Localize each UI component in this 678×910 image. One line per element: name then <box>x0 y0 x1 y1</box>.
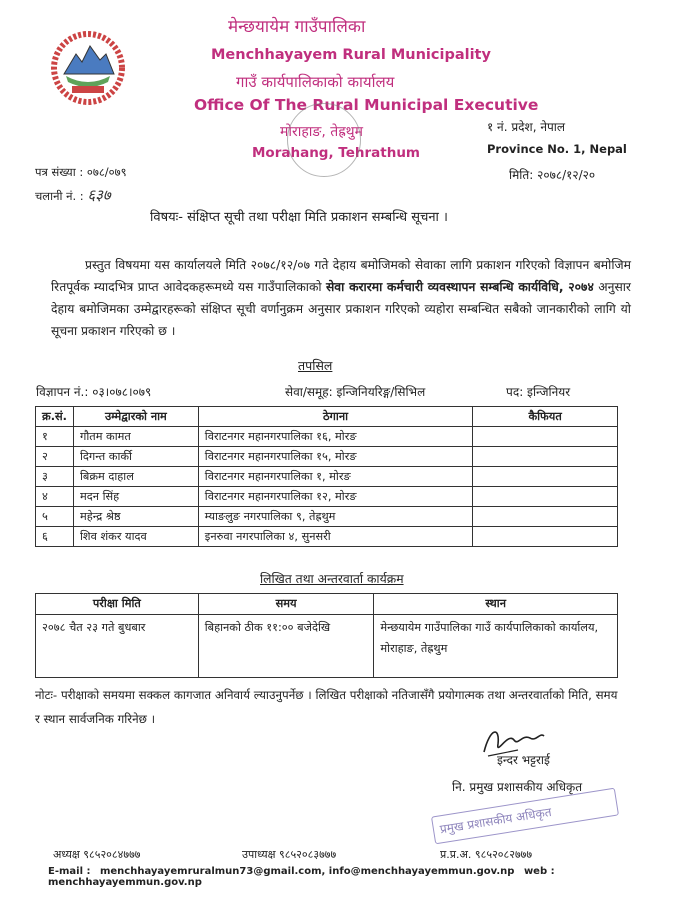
email-values: menchhayayemruralmun73@gmail.com, info@menchhayayemmun.gov.np <box>99 866 515 877</box>
signatory-title: नि. प्रमुख प्रशासकीय अधिकृत <box>452 780 583 794</box>
table-row <box>36 467 618 487</box>
chalani-number <box>35 185 111 205</box>
col-header-name: उम्मेद्वारको नाम <box>73 407 198 427</box>
nepal-emblem-logo <box>50 30 126 106</box>
table-header-row <box>36 407 618 427</box>
advert-number: विज्ञापन नं.: ०३।०७८।०७९ <box>36 385 152 399</box>
web-label: web : <box>523 866 555 877</box>
office-name-en: Office Of The Rural Municipal Executive <box>194 96 539 114</box>
footer-contact-line <box>48 866 678 888</box>
province-np: १ नं. प्रदेश, नेपाल <box>487 120 566 134</box>
cell-time: बिहानको ठीक ११:०० बजेदेखि <box>198 615 374 678</box>
tapsil-heading: तपसिल <box>298 358 333 373</box>
schedule-table <box>35 593 618 678</box>
cell-address: विराटनगर महानगरपालिका १, मोरङ <box>198 467 472 487</box>
subject-line: विषयः- संक्षिप्त सूची तथा परीक्षा मिति प्रकाशन सम्बन्धि सूचना । <box>150 210 448 225</box>
cell-address: विराटनगर महानगरपालिका १२, मोरङ <box>198 487 472 507</box>
candidates-table <box>35 406 618 547</box>
col-header-place: स्थान <box>374 594 618 615</box>
col-header-exam-date: परीक्षा मिति <box>36 594 199 615</box>
footer-vice-chair-phone: उपाध्यक्ष ९८५२०८३७७७ <box>242 848 337 861</box>
body-bold-phrase: सेवा करारमा कर्मचारी व्यवस्थापन सम्बन्धि कार्यविधि, २०७४ <box>325 280 594 294</box>
cell-remarks <box>473 507 618 527</box>
cell-sn: २ <box>36 447 74 467</box>
signatory-name: इन्दर भट्टराई <box>497 753 550 767</box>
advert-post: पद: इन्जिनियर <box>506 385 571 399</box>
cell-remarks <box>473 467 618 487</box>
col-header-sn: क्र.सं. <box>36 407 74 427</box>
schedule-header-row <box>36 594 618 615</box>
date-label: मिति: <box>509 168 534 182</box>
schedule-row <box>36 615 618 678</box>
cell-sn: १ <box>36 427 74 447</box>
cell-name: बिक्रम दाहाल <box>73 467 198 487</box>
office-name-np: गाउँ कार्यपालिकाको कार्यालय <box>236 73 395 91</box>
table-row <box>36 427 618 447</box>
cell-address: म्याङलुङ नगरपालिका ९, तेह्रथुम <box>198 507 472 527</box>
body-part-2: अनुसार देहाय बमोजिमका उम्मेद्वारहरूको संक्षिप्त सूची वर्णानुक्रम अनुसार प्रकाशन गरिएको व्यहोरा सम्बन्धित सबैको जानकारीको लागि यो सूचना प्रकाशन गरिएको छ । <box>51 280 631 338</box>
place-np: मोराहाङ, तेह्रथुम <box>280 124 363 140</box>
email-label: E-mail : <box>48 866 91 877</box>
col-header-time: समय <box>198 594 374 615</box>
cell-sn: ४ <box>36 487 74 507</box>
schedule-title: लिखित तथा अन्तरवार्ता कार्यक्रम <box>260 572 404 586</box>
cell-address: इनरुवा नगरपालिका ४, सुनसरी <box>198 527 472 547</box>
cell-sn: ३ <box>36 467 74 487</box>
footer-cao-phone: प्र.प्र.अ. ९८५२०८२७७७ <box>440 848 533 861</box>
col-header-address: ठेगाना <box>198 407 472 427</box>
designation-stamp: प्रमुख प्रशासकीय अधिकृत <box>431 788 619 845</box>
cell-place: मेन्छयायेम गाउँपालिका गाउँ कार्यपालिकाको कार्यालय, मोराहाङ, तेह्रथुम <box>374 615 618 678</box>
cell-remarks <box>473 487 618 507</box>
table-row <box>36 527 618 547</box>
table-row <box>36 447 618 467</box>
municipality-name-np: मेन्छयायेम गाउँपालिका <box>228 17 366 37</box>
chalani-label: चलानी नं. : <box>35 189 84 203</box>
advert-service: सेवा/समूह: इन्जिनियरिङ्ग/सिभिल <box>285 385 426 399</box>
place-en: Morahang, Tehrathum <box>252 145 420 161</box>
municipality-name-en: Menchhayayem Rural Municipality <box>211 47 491 63</box>
body-part-1: प्रस्तुत विषयमा यस कार्यालयले मिति २०७८/१२/०७ गते देहाय बमोजिमको सेवाका लागि प्रकाशन गरिएको विज्ञापन बमोजिम रितपूर्वक म्यादभित्र प्राप्त आवेदकहरूमध्ये यस गाउँपालिकाको <box>51 258 631 294</box>
cell-name: महेन्द्र श्रेष्ठ <box>73 507 198 527</box>
cell-address: विराटनगर महानगरपालिका १६, मोरङ <box>198 427 472 447</box>
cell-remarks <box>473 527 618 547</box>
cell-sn: ६ <box>36 527 74 547</box>
province-en: Province No. 1, Nepal <box>487 142 627 156</box>
round-seal-stamp <box>287 103 361 177</box>
chalani-value: ६३७ <box>87 186 111 204</box>
note-paragraph: नोटः- परीक्षाको समयमा सक्कल कागजात अनिवार्य ल्याउनुपर्नेछ । लिखित परीक्षाको नतिजासँगै प्रयोगात्मक तथा अन्तरवार्ताको मिति, समय र स्थान सार्वजनिक गरिनेछ । <box>35 688 618 726</box>
cell-sn: ५ <box>36 507 74 527</box>
footer-chair-phone: अध्यक्ष ९८५२०८४७७७ <box>53 848 141 861</box>
letter-date <box>509 166 595 183</box>
table-row <box>36 487 618 507</box>
cell-remarks <box>473 447 618 467</box>
cell-name: मदन सिंह <box>73 487 198 507</box>
web-value: menchhayayemmun.gov.np <box>48 877 202 888</box>
col-header-remarks: कैफियत <box>473 407 618 427</box>
cell-address: विराटनगर महानगरपालिका १५, मोरङ <box>198 447 472 467</box>
patra-sankhya: पत्र संख्या : ०७८/०७९ <box>35 165 127 179</box>
cell-remarks <box>473 427 618 447</box>
cell-name: शिव शंकर यादव <box>73 527 198 547</box>
body-paragraph <box>51 254 631 342</box>
date-value: २०७८/१२/२० <box>537 168 596 182</box>
cell-exam-date: २०७८ चैत २३ गते बुधबार <box>36 615 199 678</box>
cell-name: गौतम कामत <box>73 427 198 447</box>
cell-name: दिगन्त कार्की <box>73 447 198 467</box>
table-row <box>36 507 618 527</box>
